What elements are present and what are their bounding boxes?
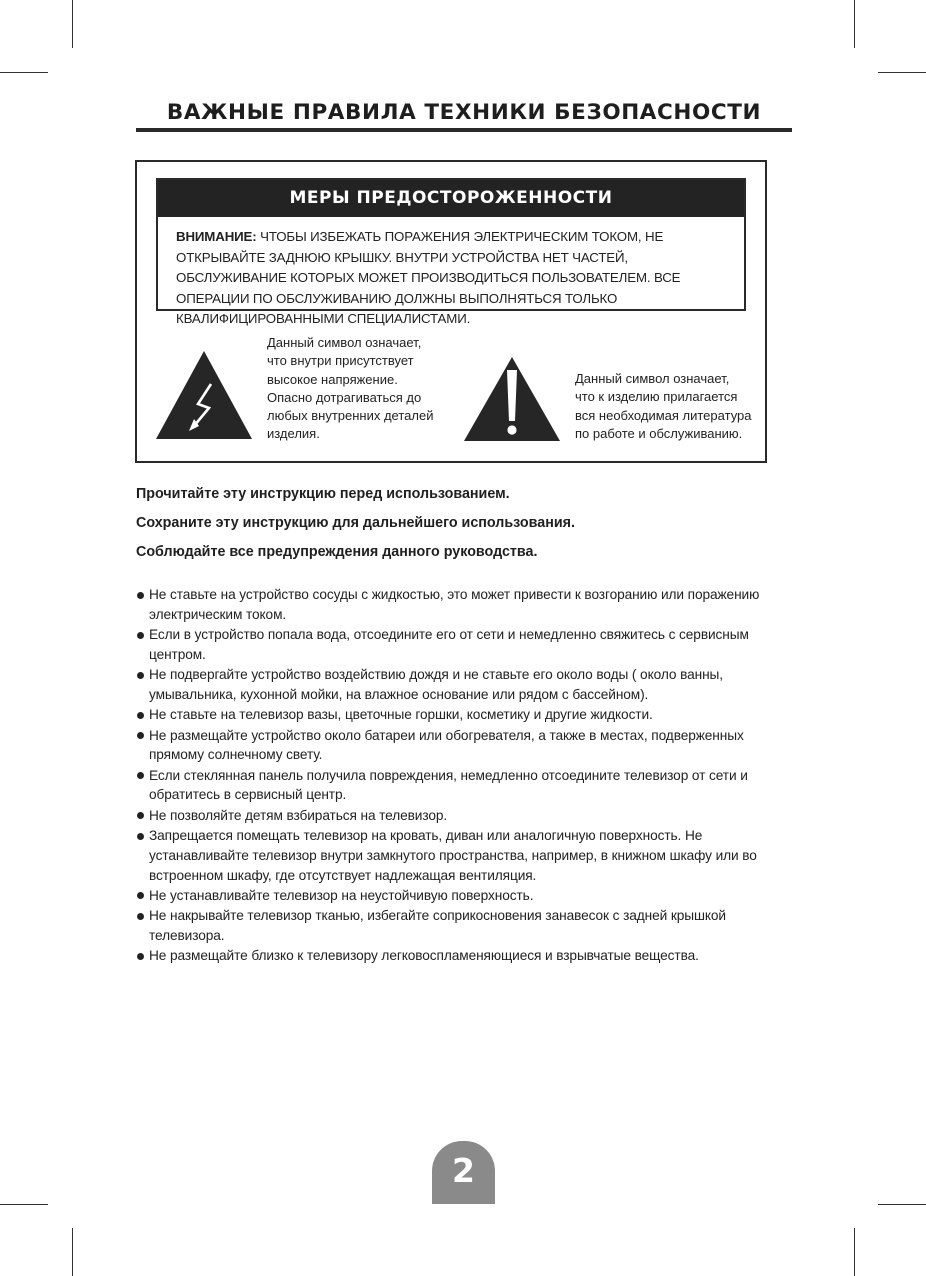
caution-text <box>158 217 744 330</box>
list-item: Не подвергайте устройство воздействию дождя и не ставьте его около воды ( около ванны, умывальника, кухонной мойки, на влажное основание или рядом с бассейном). <box>136 665 786 705</box>
list-item: Не позволяйте детям взбираться на телевизор. <box>136 806 786 826</box>
list-item: Не устанавливайте телевизор на неустойчивую поверхность. <box>136 886 786 906</box>
page-number: 2 <box>452 1151 475 1190</box>
crop-mark <box>72 0 73 48</box>
list-item: Не размещайте устройство около батареи или обогревателя, а также в местах, подверженных прямому солнечному свету. <box>136 726 786 766</box>
safety-rules-list <box>136 585 786 967</box>
list-item: Не размещайте близко к телевизору легковоспламеняющиеся и взрывчатые вещества. <box>136 946 786 966</box>
lightning-warning-icon <box>156 351 252 439</box>
crop-mark <box>0 72 48 73</box>
exclamation-warning-icon <box>464 357 560 441</box>
page-title: ВАЖНЫЕ ПРАВИЛА ТЕХНИКИ БЕЗОПАСНОСТИ <box>166 100 762 125</box>
crop-mark <box>854 0 855 48</box>
title-underline <box>136 128 792 132</box>
caution-body: ЧТОБЫ ИЗБЕЖАТЬ ПОРАЖЕНИЯ ЭЛЕКТРИЧЕСКИМ ТОКОМ, НЕ ОТКРЫВАЙТЕ ЗАДНЮЮ КРЫШКУ. ВНУТРИ УСТРОЙСТВА НЕТ ЧАСТЕЙ, ОБСЛУЖИВАНИЕ КОТОРЫХ МОЖЕТ ПРОИЗВОДИТЬСЯ ПОЛЬЗОВАТЕЛЕМ. ВСЕ ОПЕРАЦИИ ПО ОБСЛУЖИВАНИЮ ДОЛЖНЫ ВЫПОЛНЯТЬСЯ ТОЛЬКО КВАЛИФИЦИРОВАННЫМИ СПЕЦИАЛИСТАМИ. <box>176 229 681 326</box>
page-number-tab <box>432 1141 495 1204</box>
list-item: Если в устройство попала вода, отсоедините его от сети и немедленно свяжитесь с сервисным центром. <box>136 625 786 665</box>
crop-mark <box>878 1204 926 1205</box>
caution-header: МЕРЫ ПРЕДОСТОРОЖЕННОСТИ <box>158 180 744 217</box>
caution-label: ВНИМАНИЕ: <box>176 229 257 244</box>
crop-mark <box>72 1228 73 1276</box>
exclamation-symbol-description: Данный символ означает, что к изделию прилагается вся необходимая литература по работе и обслуживанию. <box>575 371 752 441</box>
crop-mark <box>878 72 926 73</box>
list-item: Если стеклянная панель получила повреждения, немедленно отсоедините телевизор от сети и обратитесь в сервисный центр. <box>136 766 786 806</box>
caution-box <box>156 178 746 326</box>
list-item: Не ставьте на телевизор вазы, цветочные горшки, косметику и другие жидкости. <box>136 705 786 725</box>
lightning-symbol-description: Данный символ означает, что внутри присутствует высокое напряжение. Опасно дотрагиваться до любых внутренних деталей изделия. <box>267 335 434 442</box>
intro-line: Соблюдайте все предупреждения данного руководства. <box>136 544 538 560</box>
list-item: Запрещается помещать телевизор на кровать, диван или аналогичную поверхность. Не устанавливайте телевизор внутри замкнутого пространства, например, в книжном шкафу или во встроенном шкафу, где отсутствует надлежащая вентиляция. <box>136 826 786 885</box>
list-item: Не накрывайте телевизор тканью, избегайте соприкосновения занавесок с задней крышкой телевизора. <box>136 906 786 946</box>
crop-mark <box>854 1228 855 1276</box>
list-item: Не ставьте на устройство сосуды с жидкостью, это может привести к возгоранию или поражению электрическим током. <box>136 585 786 625</box>
intro-line: Прочитайте эту инструкцию перед использованием. <box>136 486 510 502</box>
crop-mark <box>0 1204 48 1205</box>
intro-line: Сохраните эту инструкцию для дальнейшего использования. <box>136 515 575 531</box>
